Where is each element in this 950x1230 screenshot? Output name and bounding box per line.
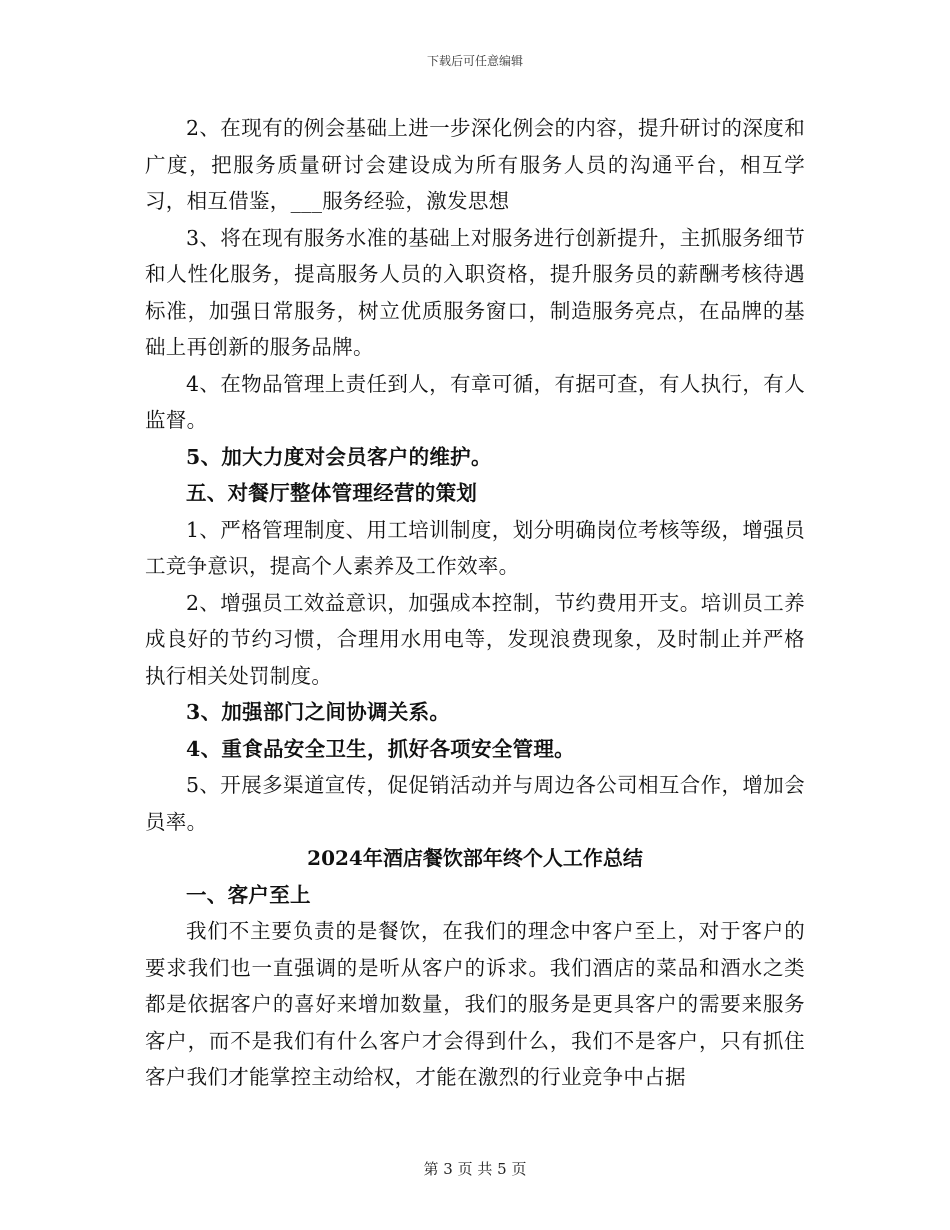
paragraph-management-3: 3、加强部门之间协调关系。 bbox=[186, 700, 451, 724]
paragraph-item-3: 3、将在现有服务水准的基础上对服务进行创新提升，主抓服务细节和人性化服务，提高服务人员的入职资格，提升服务员的薪酬考核待遇标准，加强日常服务，树立优质服务窗口，制造服务亮点，在品牌的基础上再创新的服务品牌。 bbox=[145, 225, 805, 359]
body-paragraph: 我们不主要负责的是餐饮，在我们的理念中客户至上，对于客户的要求我们也一直强调的是听从客户的诉求。我们酒店的菜品和酒水之类都是依据客户的喜好来增加数量，我们的服务是更具客户的需要来服务客户，而不是我们有什么客户才会得到什么，我们不是客户，只有抓住客户我们才能掌控主动给权，才能在激烈的行业竞争中占据 bbox=[145, 919, 805, 1089]
paragraph-management-5: 5、开展多渠道宣传，促促销活动并与周边各公司相互合作，增加会员率。 bbox=[145, 773, 805, 834]
document-body bbox=[145, 110, 805, 1096]
section-heading-five: 五、对餐厅整体管理经营的策划 bbox=[186, 481, 478, 505]
paragraph-item-4: 4、在物品管理上责任到人，有章可循，有据可查，有人执行，有人监督。 bbox=[145, 371, 805, 432]
paragraph-item-5-member-care: 5、加大力度对会员客户的维护。 bbox=[186, 444, 492, 469]
paragraph-management-1: 1、严格管理制度、用工培训制度，划分明确岗位考核等级，增强员工竞争意识，提高个人素养及工作效率。 bbox=[145, 517, 805, 578]
document-title: 2024年酒店餐饮部年终个人工作总结 bbox=[307, 846, 643, 870]
section-heading-customer-first: 一、客户至上 bbox=[186, 882, 311, 907]
paragraph-item-2: 2、在现有的例会基础上进一步深化例会的内容，提升研讨的深度和广度，把服务质量研讨会建设成为所有服务人员的沟通平台，相互学习，相互借鉴，___服务经验，激发思想 bbox=[145, 116, 805, 213]
page-header-note: 下载后可任意编辑 bbox=[426, 54, 523, 68]
page-footer-number: 第 3 页 共 5 页 bbox=[423, 1160, 527, 1178]
paragraph-management-4: 4、重食品安全卫生，抓好各项安全管理。 bbox=[186, 736, 575, 761]
paragraph-management-2: 2、增强员工效益意识，加强成本控制，节约费用开支。培训员工养成良好的节约习惯，合理用水用电等，发现浪费现象，及时制止并严格执行相关处罚制度。 bbox=[145, 590, 805, 688]
